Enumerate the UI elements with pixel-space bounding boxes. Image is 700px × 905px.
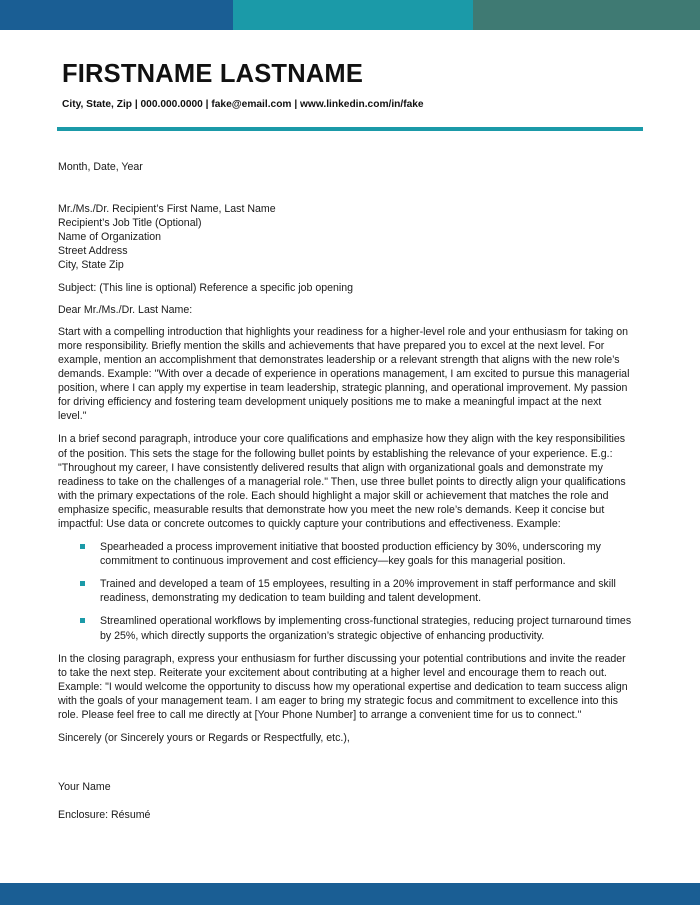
recipient-organization: Name of Organization	[58, 231, 162, 244]
header-divider	[57, 127, 643, 131]
square-bullet-icon	[80, 544, 85, 549]
enclosure-line: Enclosure: Résumé	[58, 809, 151, 822]
paragraph-closing: In the closing paragraph, express your enthusiasm for further discussing your potential contributions and invite the reader to take the next step. Reiterate your excitement about contributing at a higher level and encourage them to reach out. Example: "I would welcome the opportunity to discuss how my operational expertise and dedication to team success align with the goals of your management team. I am eager to bring my strategic focus and commitment to excellence into this role. Please feel free to call me directly at [Your Phone Number] to arrange a convenient time for us to connect."	[58, 652, 628, 721]
list-item	[58, 614, 632, 642]
square-bullet-icon	[80, 618, 85, 623]
recipient-city: City, State Zip	[58, 259, 124, 272]
recipient-name: Mr./Ms./Dr. Recipient’s First Name, Last Name	[58, 203, 276, 216]
top-bar-teal-segment	[233, 0, 473, 30]
bullet-text: Streamlined operational workflows by implementing cross-functional strategies, reducing project turnaround times by 25%, which directly supports the organization’s strategic objective of enhancing productivity.	[100, 615, 632, 642]
bullet-text: Spearheaded a process improvement initiative that boosted production efficiency by 30%, underscoring my commitment to continuous improvement and cost efficiency—key goals for this managerial position.	[100, 541, 601, 568]
paragraph-intro: Start with a compelling introduction that highlights your readiness for a higher-level role and your enthusiasm for taking on more responsibility. Briefly mention the skills and achievements that have prepared you to excel at the next level. For example, mention an accomplishment that demonstrates leadership or a relevant strength that aligns with the new role’s demands. Example: "With over a decade of experience in operations management, I am excited to pursue this managerial position, where I can apply my expertise in team leadership, strategic planning, and operational improvement. My passion for driving efficiency and fostering team development uniquely positions me to make a meaningful impact at the next level."	[58, 325, 630, 423]
applicant-name: FIRSTNAME LASTNAME	[62, 60, 364, 88]
letter-body	[58, 160, 632, 822]
bullet-text: Trained and developed a team of 15 employees, resulting in a 20% improvement in staff performance and skill readiness, demonstrating my dedication to team building and talent development.	[100, 578, 616, 605]
paragraph-qualifications: In a brief second paragraph, introduce your core qualifications and emphasize how they align with the key responsibilities of the position. This sets the stage for the following bullet points by establishing the relevance of your experience. E.g.: "Throughout my career, I have consistently delivered results that align with organizational goals and demonstrate my readiness to take on the challenges of a managerial role." Then, use three bullet points to directly align your qualifications with the primary expectations of the role. Each should highlight a major skill or achievement that matches the role and emphasize specific, measurable results that demonstrate how you meet the new role’s demands. Keep it concise but impactful: Use data or concrete outcomes to quickly capture your contributions and effectiveness. Example:	[58, 433, 626, 530]
list-item	[58, 540, 632, 568]
square-bullet-icon	[80, 581, 85, 586]
achievement-list	[58, 540, 632, 643]
complimentary-close: Sincerely (or Sincerely yours or Regards or Respectfully, etc.),	[58, 732, 350, 745]
recipient-job-title: Recipient’s Job Title (Optional)	[58, 217, 202, 230]
contact-line: City, State, Zip | 000.000.0000 | fake@email.com | www.linkedin.com/in/fake	[62, 99, 424, 110]
recipient-street: Street Address	[58, 245, 128, 258]
top-bar-blue-segment	[0, 0, 233, 30]
recipient-block	[58, 202, 632, 272]
letter-date: Month, Date, Year	[58, 161, 143, 173]
bottom-color-bar	[0, 883, 700, 905]
salutation: Dear Mr./Ms./Dr. Last Name:	[58, 303, 193, 316]
top-bar-green-segment	[473, 0, 700, 30]
list-item	[58, 577, 632, 605]
top-color-bar	[0, 0, 700, 30]
subject-line: Subject: (This line is optional) Reference a specific job opening	[58, 281, 354, 294]
signature-name: Your Name	[58, 781, 111, 794]
